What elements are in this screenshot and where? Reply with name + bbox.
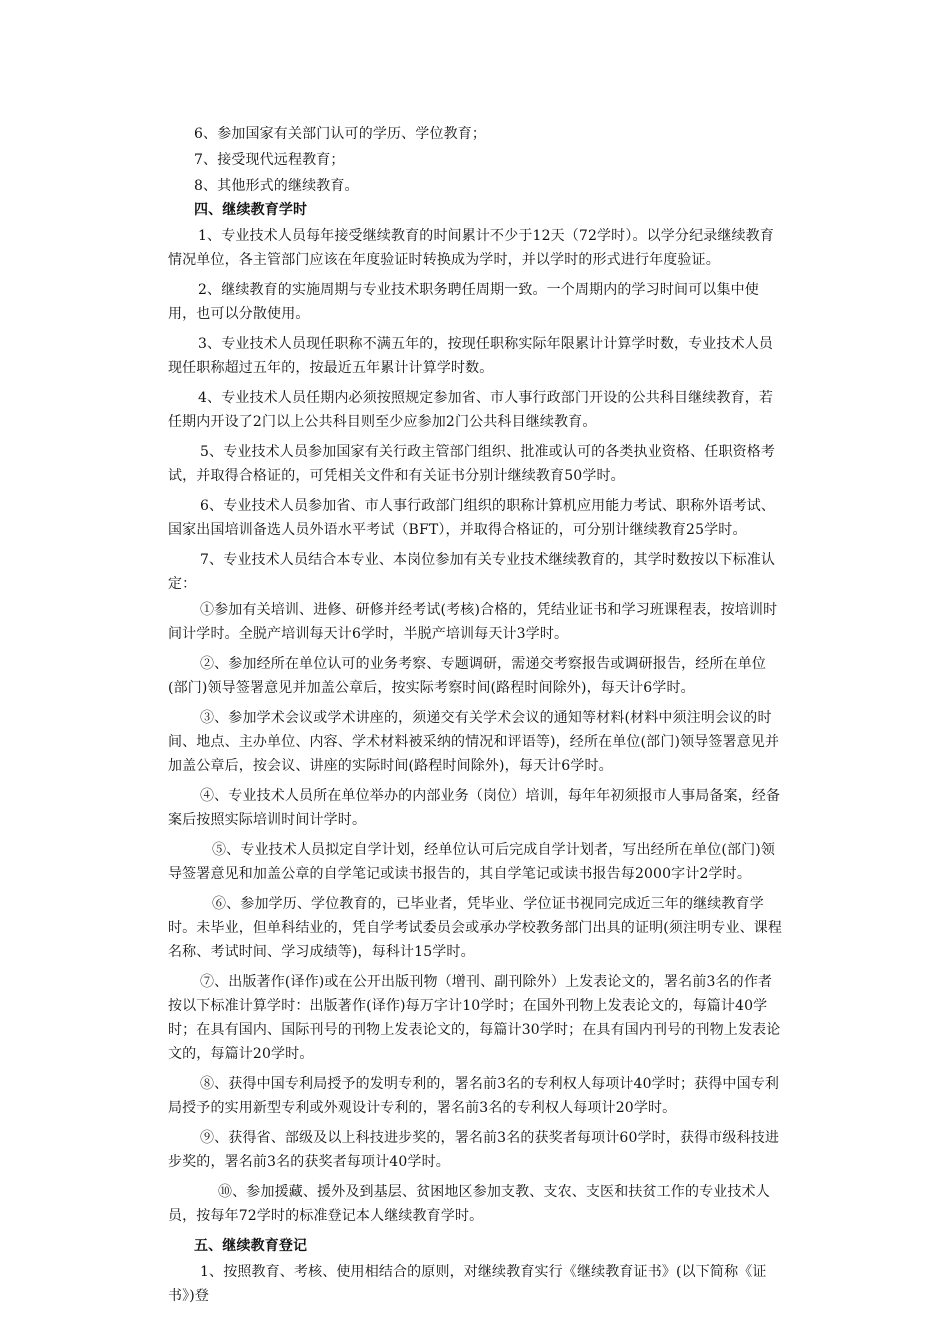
paragraph: 1、专业技术人员每年接受继续教育的时间累计不少于12天（72学时）。以学分纪录继续教育情况单位，各主管部门应该在年度验证时转换成为学时，并以学时的形式进行年度验证。 bbox=[168, 228, 774, 268]
list-item: 6、参加国家有关部门认可的学历、学位教育； bbox=[194, 126, 487, 142]
paragraph: ⑨、获得省、部级及以上科技进步奖的，署名前3名的获奖者每项计60学时，获得市级科技进步奖的，署名前3名的获奖者每项计40学时。 bbox=[168, 1130, 780, 1170]
list-item: 8、其他形式的继续教育。 bbox=[194, 178, 359, 194]
paragraph: ③、参加学术会议或学术讲座的，须递交有关学术会议的通知等材料(材料中须注明会议的时间、地点、主办单位、内容、学术材料被采纳的情况和评语等)，经所在单位(部门)领导签署意见并加盖公章后，按会议、讲座的实际时间(路程时间除外)，每天计6学时。 bbox=[168, 710, 780, 774]
paragraph: 1、按照教育、考核、使用相结合的原则，对继续教育实行《继续教育证书》(以下简称《证书》)登 bbox=[168, 1264, 767, 1304]
paragraph: ①参加有关培训、进修、研修并经考试(考核)合格的，凭结业证书和学习班课程表，按培训时间计学时。全脱产培训每天计6学时，半脱产培训每天计3学时。 bbox=[168, 602, 778, 642]
paragraph: ⑥、参加学历、学位教育的，已毕业者，凭毕业、学位证书视同完成近三年的继续教育学时。未毕业，但单科结业的，凭自学考试委员会或承办学校教务部门出具的证明(须注明专业、课程名称、考试时间、学习成绩等)，每科计15学时。 bbox=[168, 896, 783, 960]
paragraph: 7、专业技术人员结合本专业、本岗位参加有关专业技术继续教育的，其学时数按以下标准认定： bbox=[168, 552, 776, 592]
section-heading-5: 五、继续教育登记 bbox=[194, 1238, 308, 1254]
document-body bbox=[168, 122, 784, 1308]
paragraph: 5、专业技术人员参加国家有关行政主管部门组织、批准或认可的各类执业资格、任职资格考试，并取得合格证的，可凭相关文件和有关证书分别计继续教育50学时。 bbox=[168, 444, 776, 484]
paragraph: 4、专业技术人员任期内必须按照规定参加省、市人事行政部门开设的公共科目继续教育，若任期内开设了2门以上公共科目则至少应参加2门公共科目继续教育。 bbox=[168, 390, 774, 430]
education-forms-list bbox=[168, 122, 784, 198]
section-heading-4: 四、继续教育学时 bbox=[194, 202, 308, 218]
paragraph: 3、专业技术人员现任职称不满五年的，按现任职称实际年限累计计算学时数，专业技术人员现任职称超过五年的，按最近五年累计计算学时数。 bbox=[168, 336, 774, 376]
list-item: 7、接受现代远程教育； bbox=[194, 152, 345, 168]
paragraph: ④、专业技术人员所在单位举办的内部业务（岗位）培训，每年年初须报市人事局备案，经备案后按照实际培训时间计学时。 bbox=[168, 788, 781, 828]
paragraph: ⑦、出版著作(译作)或在公开出版刊物（增刊、副刊除外）上发表论文的，署名前3名的作者按以下标准计算学时：出版著作(译作)每万字计10学时；在国外刊物上发表论文的，每篇计40学时；在具有国内、国际刊号的刊物上发表论文的，每篇计30学时；在具有国内刊号的刊物上发表论文的，每篇计20学时。 bbox=[168, 974, 781, 1062]
paragraph: ⑤、专业技术人员拟定自学计划，经单位认可后完成自学计划者，写出经所在单位(部门)领导签署意见和加盖公章的自学笔记或读书报告的，其自学笔记或读书报告每2000字计2学时。 bbox=[168, 842, 776, 882]
paragraph: 6、专业技术人员参加省、市人事行政部门组织的职称计算机应用能力考试、职称外语考试、国家出国培训备选人员外语水平考试（BFT），并取得合格证的，可分别计继续教育25学时。 bbox=[168, 498, 776, 538]
paragraph: ⑩、参加援藏、援外及到基层、贫困地区参加支教、支农、支医和扶贫工作的专业技术人员，按每年72学时的标准登记本人继续教育学时。 bbox=[168, 1184, 770, 1224]
paragraph: ⑧、获得中国专利局授予的发明专利的，署名前3名的专利权人每项计40学时；获得中国专利局授予的实用新型专利或外观设计专利的，署名前3名的专利权人每项计20学时。 bbox=[168, 1076, 780, 1116]
paragraph: 2、继续教育的实施周期与专业技术职务聘任周期一致。一个周期内的学习时间可以集中使用，也可以分散使用。 bbox=[168, 282, 759, 322]
paragraph: ②、参加经所在单位认可的业务考察、专题调研，需递交考察报告或调研报告，经所在单位(部门)领导签署意见并加盖公章后，按实际考察时间(路程时间除外)，每天计6学时。 bbox=[168, 656, 766, 696]
